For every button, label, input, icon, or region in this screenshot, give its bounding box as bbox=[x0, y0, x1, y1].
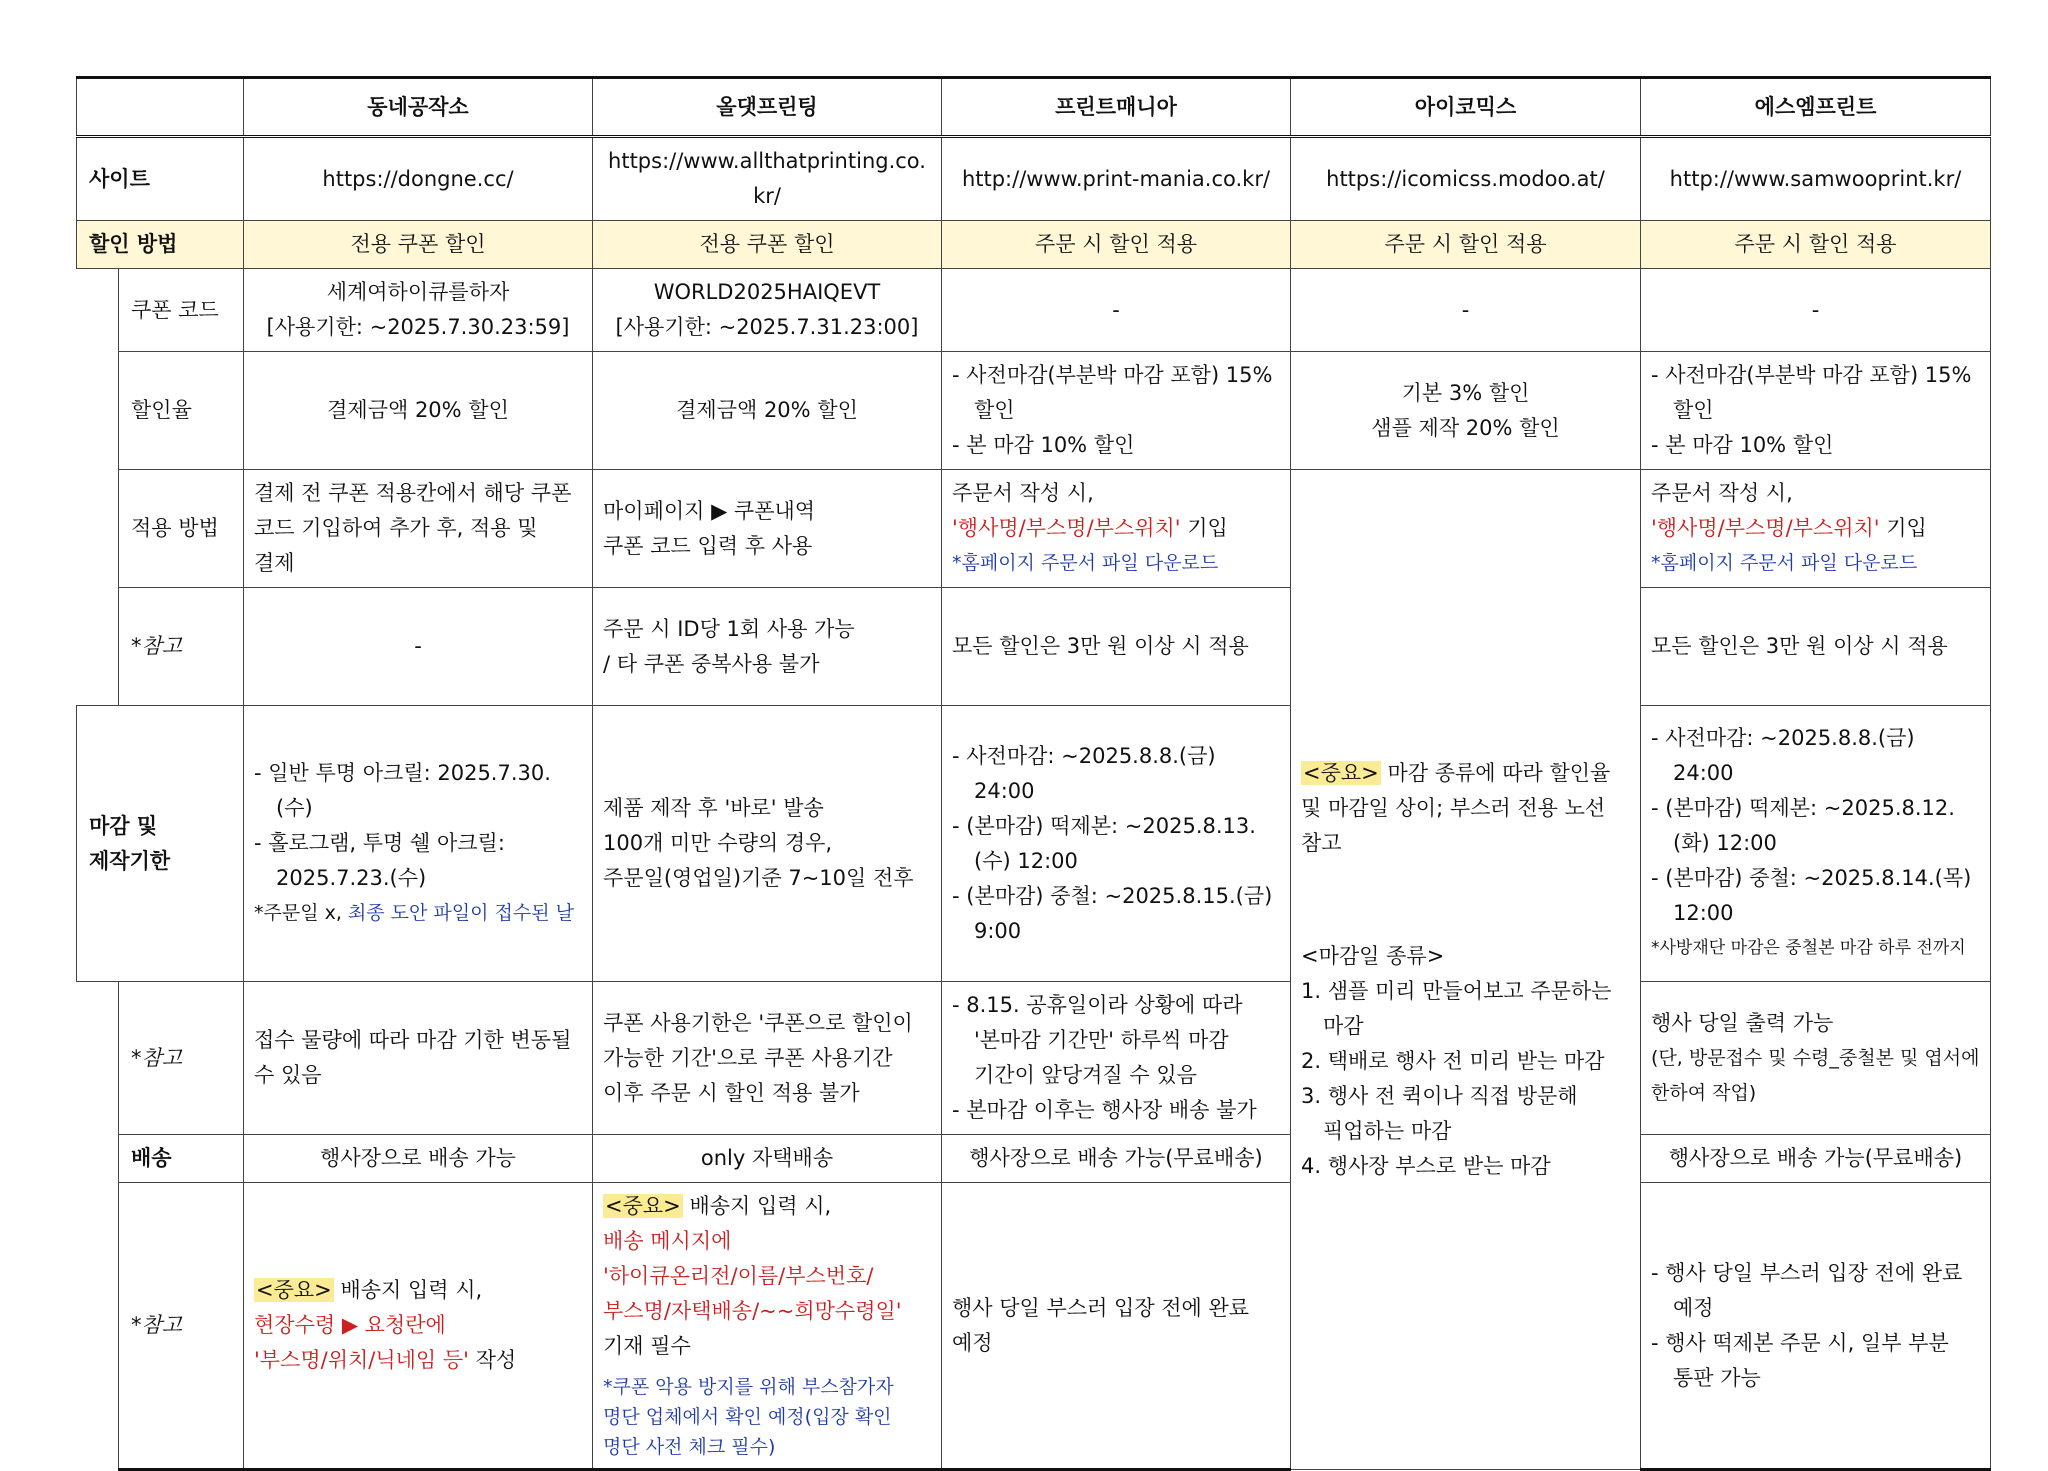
row-note-1 bbox=[77, 588, 1991, 706]
row-label-note: *참고 bbox=[119, 982, 244, 1135]
deadline-note: *사방재단 마감은 중철본 마감 하루 전까지 bbox=[1651, 938, 1966, 958]
coupon-code-printmania: - bbox=[942, 269, 1291, 352]
instruction-line bbox=[603, 1259, 931, 1364]
col-header-dongne: 동네공작소 bbox=[244, 78, 593, 137]
discount-method-dongne: 전용 쿠폰 할인 bbox=[244, 221, 593, 269]
apply-method-dongne: 결제 전 쿠폰 적용칸에서 해당 쿠폰 코드 기입하여 추가 후, 적용 및 결제 bbox=[244, 470, 593, 588]
note-line: - 행사 떡제본 주문 시, 일부 부분 통판 가능 bbox=[1651, 1330, 1949, 1390]
important-badge: <중요> bbox=[605, 1194, 681, 1218]
row-coupon-code bbox=[77, 269, 1991, 352]
discount-method-printmania: 주문 시 할인 적용 bbox=[942, 221, 1291, 269]
deadline-sm bbox=[1641, 706, 1991, 982]
site-url-icomics[interactable]: https://icomicss.modoo.at/ bbox=[1291, 137, 1641, 221]
site-url-allthat[interactable]: https://www.allthatprinting.co.kr/ bbox=[593, 137, 942, 221]
row-label-discount-method: 할인 방법 bbox=[77, 221, 244, 269]
note3-allthat bbox=[593, 1183, 942, 1470]
header-corner bbox=[77, 78, 244, 137]
instruction-red: 배송 메시지에 bbox=[603, 1229, 732, 1253]
coupon-code-dongne bbox=[244, 269, 593, 352]
note3-printmania: 행사 당일 부스러 입장 전에 완료 예정 bbox=[942, 1183, 1291, 1470]
row-label-shipping: 배송 bbox=[119, 1135, 244, 1183]
order-form-download-link[interactable]: *홈페이지 주문서 파일 다운로드 bbox=[1651, 552, 1918, 574]
discount-rate-allthat: 결제금액 20% 할인 bbox=[593, 352, 942, 470]
important-text: 마감 종류에 따라 할인율 및 마감일 상이; 부스러 전용 노선 참고 bbox=[1301, 760, 1611, 855]
apply-requirement bbox=[1651, 511, 1980, 546]
deadline-type-item: 2. 택배로 행사 전 미리 받는 마감 bbox=[1301, 1048, 1605, 1073]
deadline-line: 제품 제작 후 '바로' 발송 bbox=[603, 796, 824, 820]
header-row bbox=[77, 78, 1991, 137]
deadline-line: - 일반 투명 아크릴: 2025.7.30.(수) bbox=[254, 761, 551, 820]
row-label-deadline: 마감 및 제작기한 bbox=[77, 706, 244, 982]
instruction-tail: 작성 bbox=[468, 1348, 517, 1372]
coupon-code-value: WORLD2025HAIQEVT bbox=[653, 280, 881, 304]
note1-dongne: - bbox=[244, 588, 593, 706]
apply-tail: 기입 bbox=[1180, 516, 1228, 540]
instruction-text: 배송지 입력 시, bbox=[333, 1278, 483, 1302]
col-header-sm: 에스엠프린트 bbox=[1641, 78, 1991, 137]
deadline-note-emphasis: 최종 도안 파일이 접수된 날 bbox=[347, 902, 574, 924]
note-line: 행사 당일 출력 가능 bbox=[1651, 1010, 1834, 1035]
row-apply-method bbox=[77, 470, 1991, 588]
deadline-note bbox=[254, 896, 582, 931]
important-badge: <중요> bbox=[256, 1278, 332, 1302]
deadline-types-title: <마감일 종류> bbox=[1301, 943, 1445, 968]
instruction-red: '하이큐온리전/이름/부스번호/부스명/자택배송/~~희망수령일' bbox=[603, 1264, 902, 1323]
discount-rate-dongne: 결제금액 20% 할인 bbox=[244, 352, 593, 470]
discount-method-icomics: 주문 시 할인 적용 bbox=[1291, 221, 1641, 269]
col-header-allthat: 올댓프린팅 bbox=[593, 78, 942, 137]
row-label-note: *참고 bbox=[119, 1183, 244, 1470]
note1-sm: 모든 할인은 3만 원 이상 시 적용 bbox=[1641, 588, 1991, 706]
deadline-line: - 사전마감: ~2025.8.8.(금) 24:00 bbox=[952, 743, 1216, 803]
shipping-instruction bbox=[254, 1273, 582, 1308]
deadline-line: - (본마감) 떡제본: ~2025.8.12.(화) 12:00 bbox=[1651, 796, 1955, 855]
deadline-line: 100개 미만 수량의 경우, bbox=[603, 831, 833, 855]
coupon-expiry: [사용기한: ~2025.7.30.23:59] bbox=[266, 315, 570, 339]
note-line: / 타 쿠폰 중복사용 불가 bbox=[603, 651, 820, 676]
instruction-text: 배송지 입력 시, bbox=[682, 1194, 832, 1218]
coupon-code-allthat bbox=[593, 269, 942, 352]
discount-rate-line: 샘플 제작 20% 할인 bbox=[1371, 415, 1560, 440]
row-discount-rate bbox=[77, 352, 1991, 470]
coupon-code-sm: - bbox=[1641, 269, 1991, 352]
deadline-type-item: 4. 행사장 부스로 받는 마감 bbox=[1301, 1153, 1551, 1178]
deadline-note-prefix: *주문일 x, bbox=[254, 902, 348, 924]
col-header-icomics: 아이코믹스 bbox=[1291, 78, 1641, 137]
deadline-line: - (본마감) 중철: ~2025.8.14.(목) 12:00 bbox=[1651, 866, 1972, 925]
apply-step: 주문서 작성 시, bbox=[1651, 481, 1793, 505]
row-label-apply-method: 적용 방법 bbox=[119, 470, 244, 588]
deadline-type-item: 3. 행사 전 퀵이나 직접 방문해 픽업하는 마감 bbox=[1301, 1083, 1578, 1143]
apply-requirement bbox=[952, 511, 1280, 546]
discount-rate-line: - 사전마감(부분박 마감 포함) 15% 할인 bbox=[952, 363, 1273, 422]
note1-printmania: 모든 할인은 3만 원 이상 시 적용 bbox=[942, 588, 1291, 706]
deadline-line: - (본마감) 떡제본: ~2025.8.13.(수) 12:00 bbox=[952, 813, 1256, 873]
shipping-allthat: only 자택배송 bbox=[593, 1135, 942, 1183]
note2-sm bbox=[1641, 982, 1991, 1135]
deadline-line: - 홀로그램, 투명 쉘 아크릴: 2025.7.23.(수) bbox=[254, 831, 505, 890]
shipping-dongne: 행사장으로 배송 가능 bbox=[244, 1135, 593, 1183]
icomics-important-note bbox=[1301, 756, 1630, 861]
shipping-instruction bbox=[603, 1189, 931, 1224]
discount-rate-line: 기본 3% 할인 bbox=[1401, 380, 1530, 405]
site-url-printmania[interactable]: http://www.print-mania.co.kr/ bbox=[942, 137, 1291, 221]
note2-dongne: 접수 물량에 따라 마감 기한 변동될 수 있음 bbox=[244, 982, 593, 1135]
coupon-code-icomics: - bbox=[1291, 269, 1641, 352]
note2-allthat: 쿠폰 사용기한은 '쿠폰으로 할인이 가능한 기간'으로 쿠폰 사용기간 이후 주문 시 할인 적용 불가 bbox=[593, 982, 942, 1135]
discount-rate-line: - 본 마감 10% 할인 bbox=[952, 433, 1135, 457]
note3-dongne bbox=[244, 1183, 593, 1470]
required-fields: '행사명/부스명/부스위치' bbox=[952, 516, 1181, 540]
important-badge: <중요> bbox=[1303, 760, 1379, 785]
discount-rate-printmania bbox=[942, 352, 1291, 470]
shipping-sm: 행사장으로 배송 가능(무료배송) bbox=[1641, 1135, 1991, 1183]
note3-sm bbox=[1641, 1183, 1991, 1470]
icomics-merged-cell bbox=[1291, 470, 1641, 1470]
deadline-allthat bbox=[593, 706, 942, 982]
deadline-line: - (본마감) 중철: ~2025.8.15.(금) 9:00 bbox=[952, 883, 1273, 943]
discount-rate-line: - 사전마감(부분박 마감 포함) 15% 할인 bbox=[1651, 363, 1972, 422]
row-note-2 bbox=[77, 982, 1991, 1135]
note-line: - 행사 당일 부스러 입장 전에 완료 예정 bbox=[1651, 1260, 1963, 1320]
apply-method-allthat bbox=[593, 470, 942, 588]
deadline-dongne bbox=[244, 706, 593, 982]
deadline-type-item: 1. 샘플 미리 만들어보고 주문하는 마감 bbox=[1301, 978, 1612, 1038]
discount-method-allthat: 전용 쿠폰 할인 bbox=[593, 221, 942, 269]
row-label-site: 사이트 bbox=[77, 137, 244, 221]
apply-method-printmania bbox=[942, 470, 1291, 588]
col-header-printmania: 프린트매니아 bbox=[942, 78, 1291, 137]
apply-step: 주문서 작성 시, bbox=[952, 481, 1094, 505]
row-discount-method bbox=[77, 221, 1991, 269]
indent-cell bbox=[77, 982, 119, 1470]
instruction-red: 현장수령 ▶ 요청란에 bbox=[254, 1313, 446, 1337]
discount-rate-sm bbox=[1641, 352, 1991, 470]
instruction-note: *쿠폰 악용 방지를 위해 부스참가자 명단 업체에서 확인 예정(입장 확인 명단 사전 체크 필수) bbox=[603, 1376, 894, 1458]
row-site bbox=[77, 137, 1991, 221]
note1-allthat bbox=[593, 588, 942, 706]
note-line: - 8.15. 공휴일이라 상황에 따라 '본마감 기간만' 하루씩 마감 기간이 앞당겨질 수 있음 bbox=[952, 993, 1243, 1087]
deadline-line: 주문일(영업일)기준 7~10일 전후 bbox=[603, 866, 914, 890]
row-note-3 bbox=[77, 1183, 1991, 1470]
site-url-sm[interactable]: http://www.samwooprint.kr/ bbox=[1641, 137, 1991, 221]
site-url-dongne[interactable]: https://dongne.cc/ bbox=[244, 137, 593, 221]
instruction-red: '부스명/위치/닉네임 등' bbox=[254, 1348, 469, 1372]
coupon-code-value: 세계여하이큐를하자 bbox=[326, 280, 510, 304]
discount-rate-line: - 본 마감 10% 할인 bbox=[1651, 433, 1834, 457]
note-line: - 본마감 이후는 행사장 배송 불가 bbox=[952, 1098, 1257, 1122]
apply-method-sm bbox=[1641, 470, 1991, 588]
shipping-printmania: 행사장으로 배송 가능(무료배송) bbox=[942, 1135, 1291, 1183]
discount-method-sm: 주문 시 할인 적용 bbox=[1641, 221, 1991, 269]
indent-cell bbox=[77, 269, 119, 706]
deadline-line: - 사전마감: ~2025.8.8.(금) 24:00 bbox=[1651, 726, 1915, 785]
row-deadline bbox=[77, 706, 1991, 982]
apply-step: 쿠폰 코드 입력 후 사용 bbox=[603, 533, 813, 558]
instruction-line bbox=[254, 1343, 582, 1378]
row-label-discount-rate: 할인율 bbox=[119, 352, 244, 470]
instruction-tail: 기재 필수 bbox=[603, 1334, 691, 1358]
coupon-expiry: [사용기한: ~2025.7.31.23:00] bbox=[615, 315, 919, 339]
note-line: (단, 방문접수 및 수령_중철본 및 엽서에 한하여 작업) bbox=[1651, 1046, 1980, 1104]
deadline-printmania bbox=[942, 706, 1291, 982]
apply-tail: 기입 bbox=[1879, 516, 1927, 540]
row-shipping bbox=[77, 1135, 1991, 1183]
discount-rate-icomics bbox=[1291, 352, 1641, 470]
note2-printmania bbox=[942, 982, 1291, 1135]
comparison-table bbox=[76, 76, 1991, 1471]
order-form-download-link[interactable]: *홈페이지 주문서 파일 다운로드 bbox=[952, 552, 1219, 574]
row-label-note: *참고 bbox=[119, 588, 244, 706]
note-line: 주문 시 ID당 1회 사용 가능 bbox=[603, 616, 855, 641]
required-fields: '행사명/부스명/부스위치' bbox=[1651, 516, 1880, 540]
row-label-coupon-code: 쿠폰 코드 bbox=[119, 269, 244, 352]
apply-step: 마이페이지 ▶ 쿠폰내역 bbox=[603, 498, 816, 523]
